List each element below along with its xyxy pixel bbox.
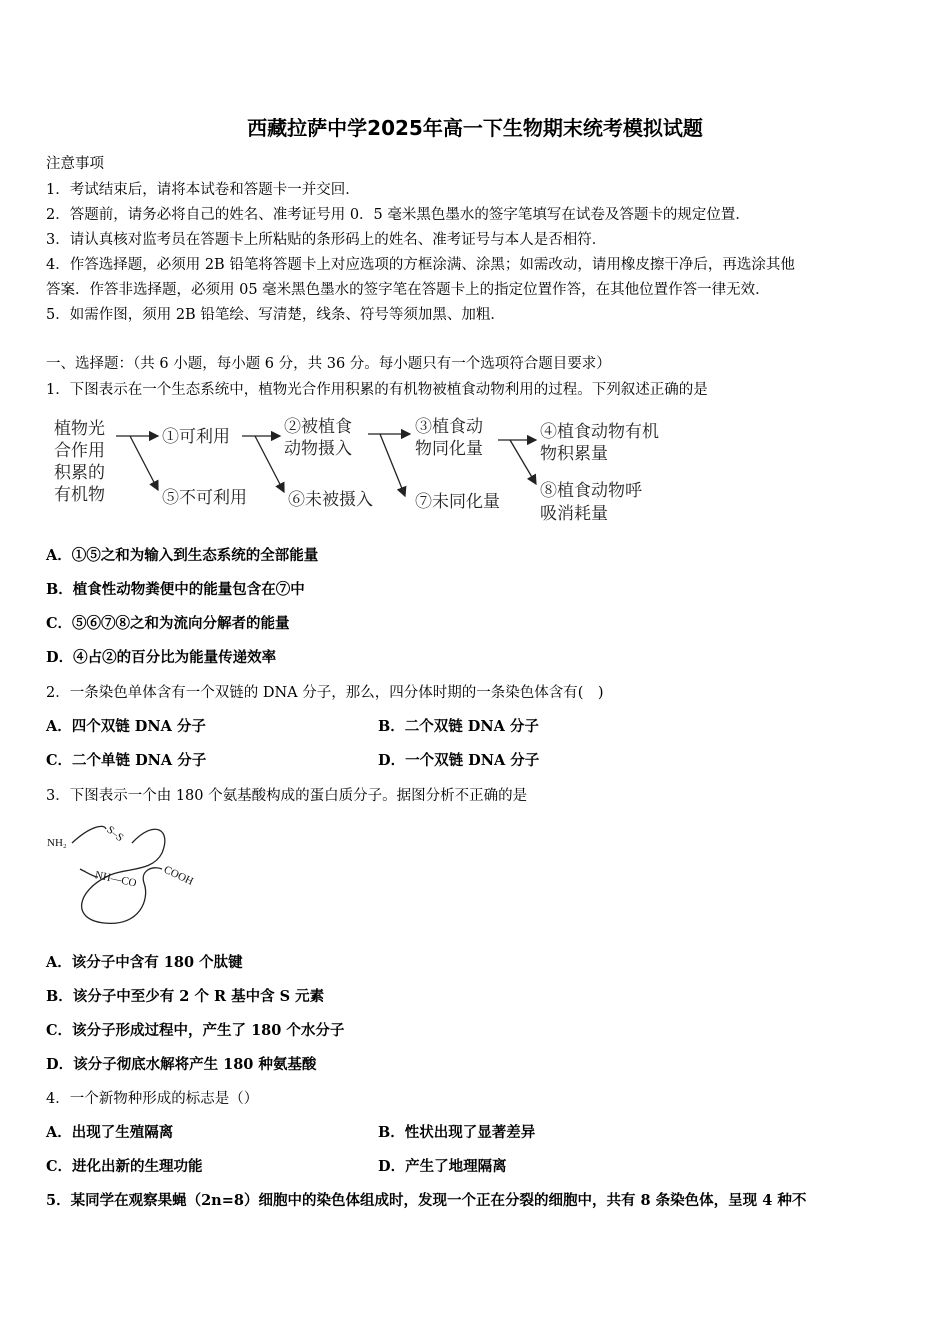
q4-option-a[interactable]: A．出现了生殖隔离	[46, 1124, 174, 1141]
diagram-node-8-line: ⑧植食动物呼	[540, 481, 642, 501]
question-5-stem: 5．某同学在观察果蝇（2n=8）细胞中的染色体组成时，发现一个正在分裂的细胞中，共有 8 条染色体，呈现 4 种不	[46, 1192, 807, 1209]
notice-heading: 注意事项	[46, 156, 104, 172]
diagram-node-7: ⑦未同化量	[415, 492, 500, 512]
notice-item: 5．如需作图，须用 2B 铅笔绘、写清楚，线条、符号等须加黑、加粗．	[46, 307, 505, 323]
diagram-node-2-line: 动物摄入	[284, 439, 352, 459]
diagram-source-line: 有机物	[54, 485, 105, 505]
question-3-stem: 3．下图表示一个由 180 个氨基酸构成的蛋白质分子。据图分析不正确的是	[46, 788, 528, 804]
q4-option-d[interactable]: D．产生了地理隔离	[378, 1158, 507, 1175]
diagram-node-3-line: ③植食动	[415, 417, 483, 437]
q1-option-b[interactable]: B．植食性动物粪便中的能量包含在⑦中	[46, 581, 305, 598]
energy-flow-diagram	[50, 410, 690, 530]
diagram-node-2-line: ②被植食	[284, 417, 352, 437]
notice-item: 3．请认真核对监考员在答题卡上所粘贴的条形码上的姓名、准考证号与本人是否相符．	[46, 232, 607, 248]
notice-item: 2．答题前，请务必将自己的姓名、准考证号用 0．5 毫米黑色墨水的签字笔填写在试卷及答题卡的规定位置．	[46, 207, 750, 223]
question-2-stem: 2．一条染色单体含有一个双链的 DNA 分子，那么，四分体时期的一条染色体含有( )	[46, 685, 604, 701]
molecule-nh2-label: NH₂	[47, 837, 67, 849]
diagram-node-1: ①可利用	[162, 427, 230, 447]
protein-molecule-figure	[44, 815, 214, 930]
q2-option-a[interactable]: A．四个双链 DNA 分子	[46, 718, 206, 735]
q2-option-d[interactable]: D．一个双链 DNA 分子	[378, 752, 540, 769]
diagram-node-5: ⑤不可利用	[162, 488, 247, 508]
notice-item: 1．考试结束后，请将本试卷和答题卡一并交回．	[46, 182, 360, 198]
question-1-stem: 1．下图表示在一个生态系统中，植物光合作用积累的有机物被植食动物利用的过程。下列叙述正确的是	[46, 382, 708, 398]
diagram-node-3-line: 物同化量	[415, 439, 483, 459]
q3-option-b[interactable]: B．该分子中至少有 2 个 R 基中含 S 元素	[46, 988, 325, 1005]
q1-option-c[interactable]: C．⑤⑥⑦⑧之和为流向分解者的能量	[46, 615, 290, 632]
question-4-stem: 4．一个新物种形成的标志是（）	[46, 1091, 259, 1107]
diagram-source-line: 积累的	[54, 463, 105, 483]
diagram-node-6: ⑥未被摄入	[288, 490, 373, 510]
q3-option-c[interactable]: C．该分子形成过程中，产生了 180 个水分子	[46, 1022, 345, 1039]
q1-option-a[interactable]: A．①⑤之和为输入到生态系统的全部能量	[46, 547, 319, 564]
diagram-node-4-line: 物积累量	[540, 444, 608, 464]
diagram-node-4-line: ④植食动物有机	[540, 422, 659, 442]
q4-option-b[interactable]: B．性状出现了显著差异	[378, 1124, 536, 1141]
notice-item: 答案．作答非选择题，必须用 05 毫米黑色墨水的签字笔在答题卡上的指定位置作答，在其他位置作答一律无效．	[46, 282, 770, 298]
diagram-source-line: 合作用	[54, 441, 105, 461]
molecule-peptide-bond-label: NH—CO	[93, 869, 138, 890]
diagram-node-8-line: 吸消耗量	[540, 504, 608, 524]
page-title: 西藏拉萨中学2025年高一下生物期末统考模拟试题	[247, 116, 703, 140]
q2-option-b[interactable]: B．二个双链 DNA 分子	[378, 718, 539, 735]
q1-option-d[interactable]: D．④占②的百分比为能量传递效率	[46, 649, 277, 666]
notice-item: 4．作答选择题，必须用 2B 铅笔将答题卡上对应选项的方框涂满、涂黑；如需改动，请用橡皮擦干净后，再选涂其他	[46, 257, 795, 273]
section-heading: 一、选择题：（共 6 小题，每小题 6 分，共 36 分。每小题只有一个选项符合题目要求）	[46, 356, 611, 372]
diagram-source-line: 植物光	[54, 419, 105, 439]
q3-option-d[interactable]: D．该分子彻底水解将产生 180 种氨基酸	[46, 1056, 317, 1073]
molecule-cooh-label: COOH	[161, 863, 196, 888]
q4-option-c[interactable]: C．进化出新的生理功能	[46, 1158, 203, 1175]
molecule-disulfide-label: S–S	[104, 823, 126, 845]
q3-option-a[interactable]: A．该分子中含有 180 个肽键	[46, 954, 243, 971]
q2-option-c[interactable]: C．二个单链 DNA 分子	[46, 752, 207, 769]
